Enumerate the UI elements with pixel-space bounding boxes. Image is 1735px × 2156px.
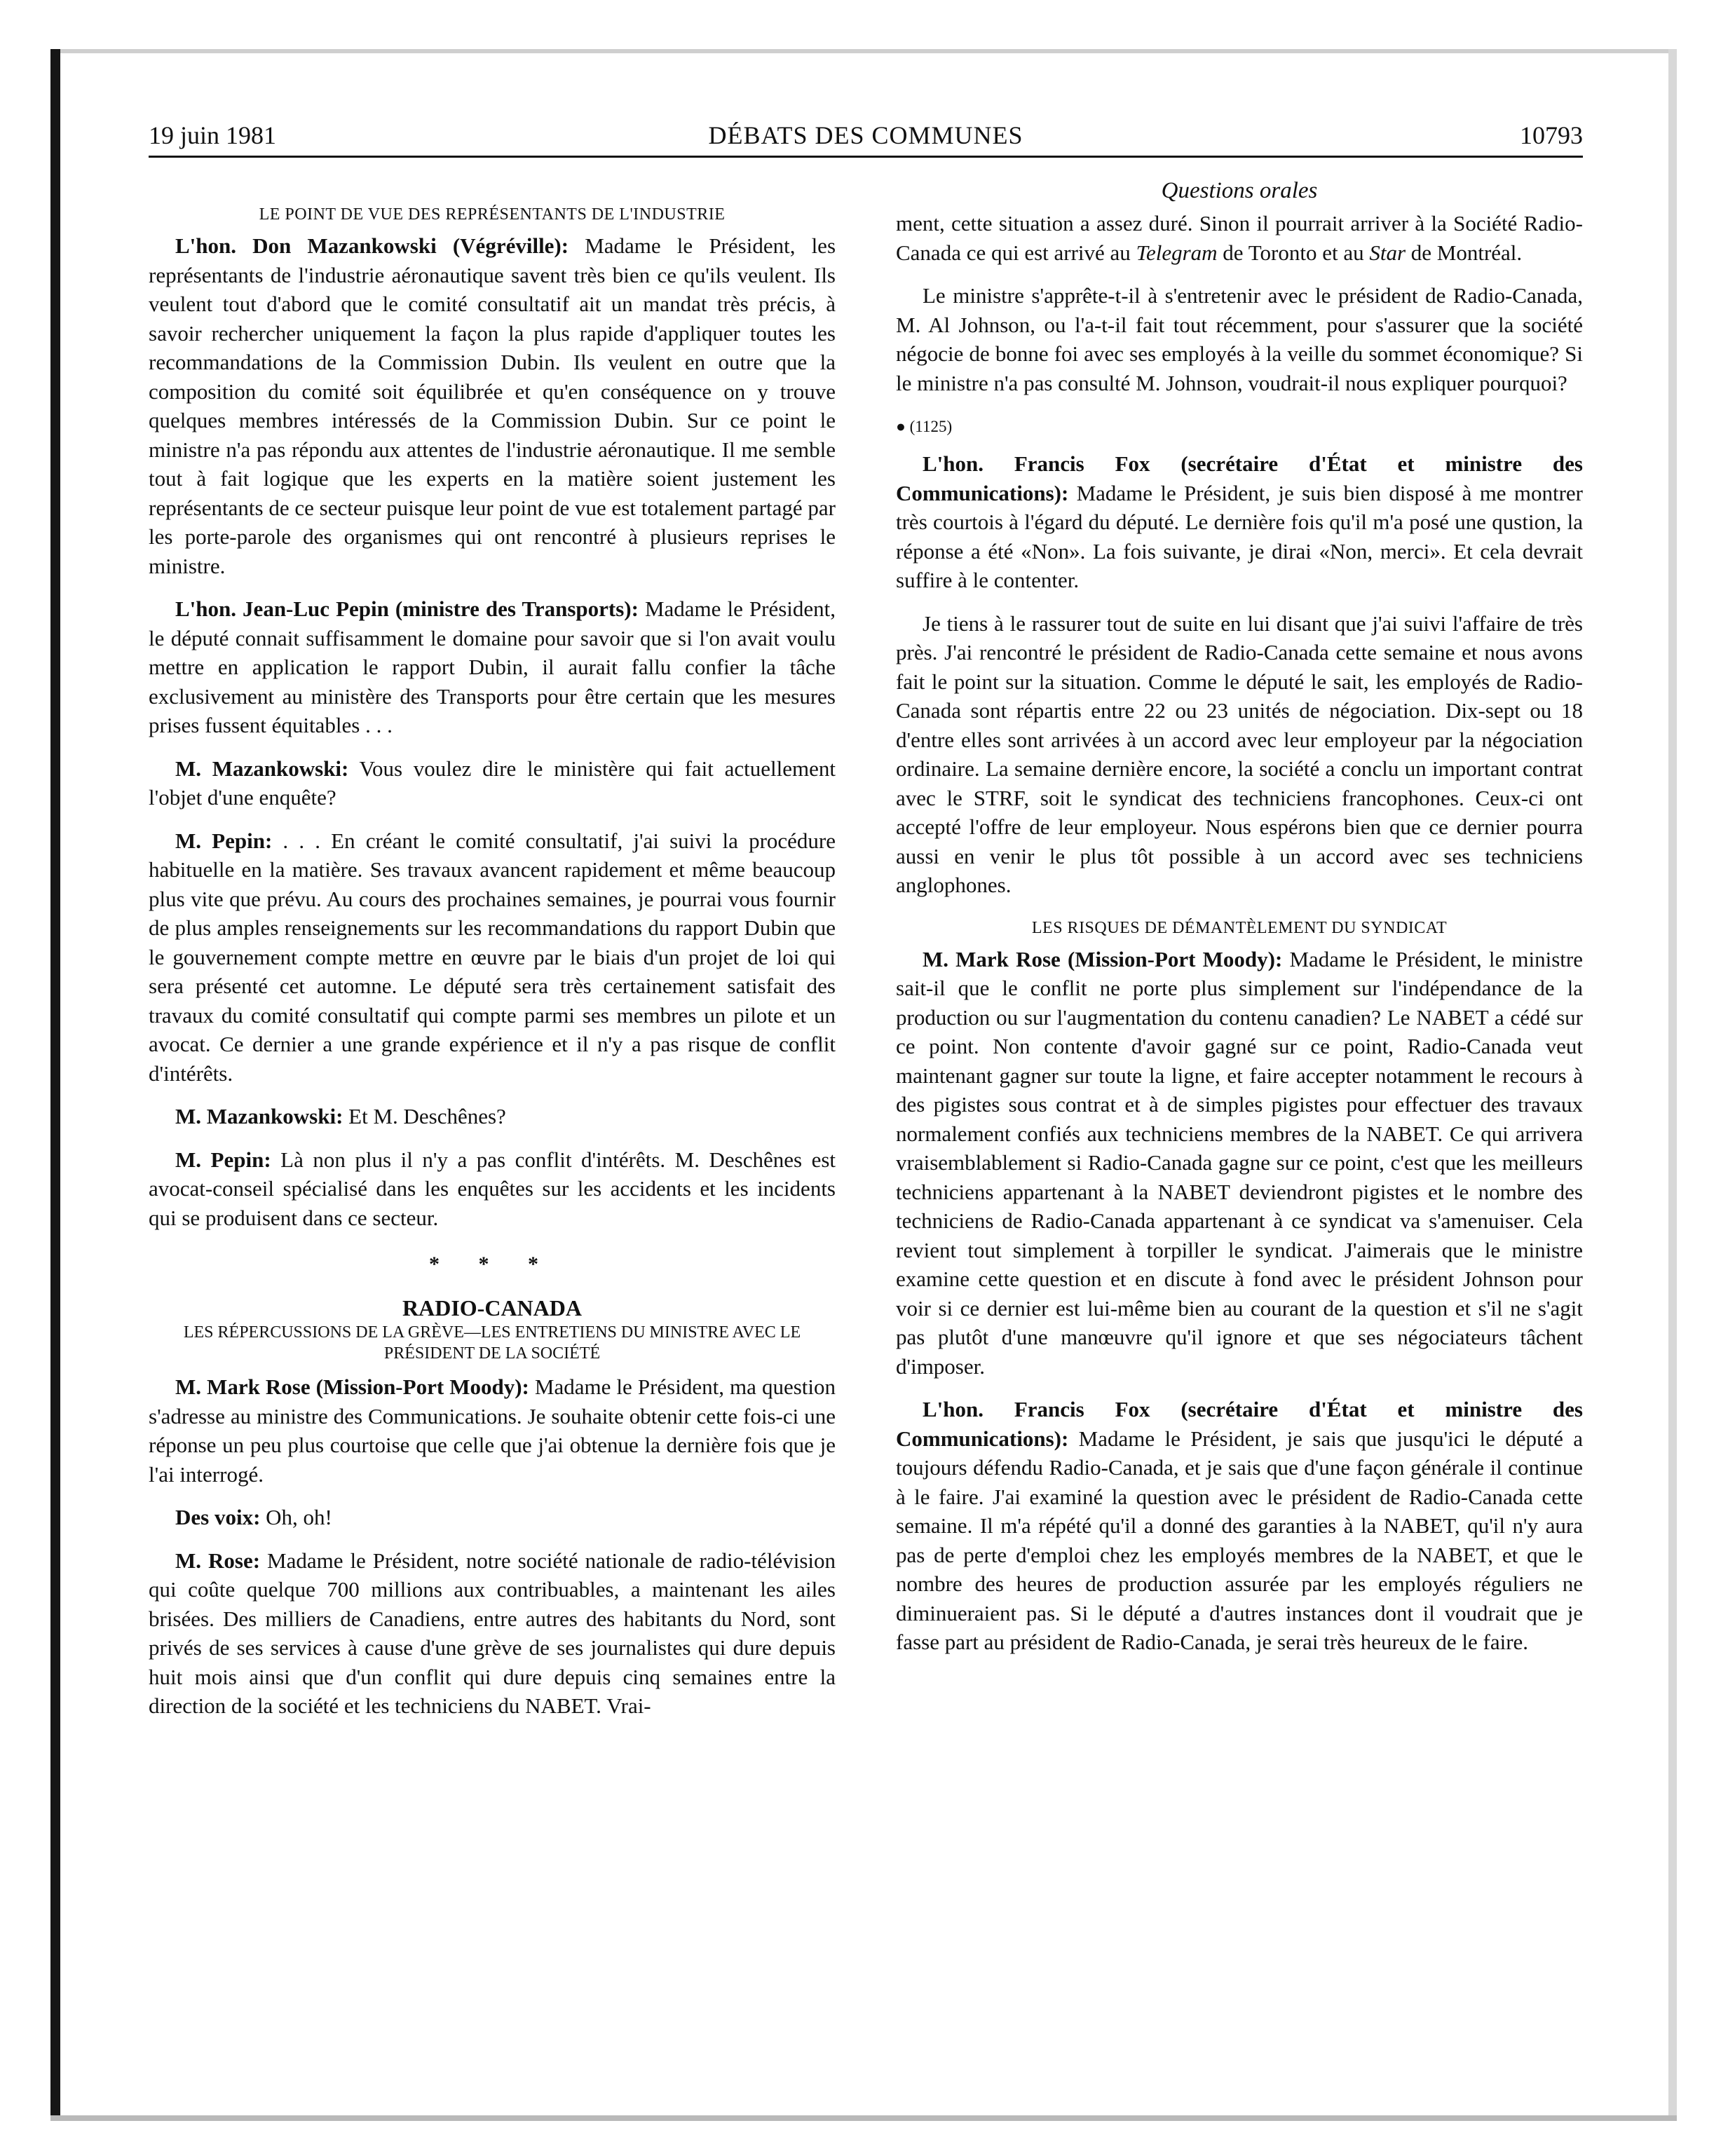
speaker-name: M. Mazankowski: <box>175 756 349 781</box>
paragraph-text: Oh, oh! <box>260 1505 332 1529</box>
section-heading-industry: LE POINT DE VUE DES REPRÉSENTANTS DE L'INDUSTRIE <box>259 205 726 224</box>
paragraph-rose-1 <box>149 1372 836 1489</box>
left-column <box>149 177 836 1721</box>
section-separator-stars: * * * <box>429 1253 555 1276</box>
scan-border-top <box>50 49 1677 53</box>
paragraph-rose-continued <box>896 209 1583 267</box>
paragraph-text: Madame le Président, ma question s'adresse au ministre des Communications. Je souhaite obtenir cette fois-ci une réponse un peu plus courtoise que celle que j'ai obtenue la dernière fois que je l'ai interrogé. <box>149 1374 836 1487</box>
column-header-questions: Questions orales <box>1161 178 1318 203</box>
paragraph-fox-3 <box>896 1395 1583 1657</box>
paragraph-text: Madame le Président, notre société nationale de radio-télévision qui coûte quelque 700 millions aux contribuables, a maintenant les ailes brisées. Des milliers de Canadiens, entre autres des habitants du Nord, sont privés de ses services à cause d'une grève de ses journalistes qui dure depuis huit mois ainsi que d'un conflit qui dure depuis cinq semaines entre la direction de la société et les techniciens du NABET. Vrai- <box>149 1548 836 1718</box>
paragraph-rose-2 <box>149 1546 836 1721</box>
paragraph-fox-1 <box>896 449 1583 595</box>
speaker-name: Des voix: <box>175 1505 261 1529</box>
header-title: DÉBATS DES COMMUNES <box>708 121 1023 149</box>
speaker-name: L'hon. Francis Fox (secrétaire d'État et ministre des Communications): <box>896 1397 1583 1451</box>
speaker-name: M. Mark Rose (Mission-Port Moody): <box>923 946 1283 971</box>
paragraph-text: Madame le Président, le député connait suffisamment le domaine pour savoir que si l'on avait voulu mettre en application le rapport Dubin, il aurait fallu confier la tâche exclusivement au ministère des Transports pour être certain que les mesures prises fussent équitables . . . <box>149 596 836 737</box>
scan-border-bottom <box>50 2115 1677 2121</box>
paragraph-text: Madame le Président, je suis bien disposé à me montrer très courtois à l'égard du député. Le dernière fois qu'il m'a posé une qustion, la réponse a été «Non». La fois suivante, je dirai «Non, merci». Et cela devrait suffire à le contenter. <box>896 480 1583 592</box>
paragraph-text: Madame le Président, je sais que jusqu'ici le député a toujours défendu Radio-Canada, et je sais que d'une façon générale il continue à le faire. J'ai examiné la question avec le président de Radio-Canada cette semaine. Il m'a répété qu'il a donné des garanties à la NABET, qu'il n'y aura pas de perte d'emploi chez les employés membres de la NABET, et que le nombre des heures de production assurée par les employés réguliers ne diminueraient pas. Si le député a d'autres instances dont il voudrait que je fasse part au président de Radio-Canada, je serai très heureux de le faire. <box>896 1426 1583 1654</box>
paragraph-rose-question: Le ministre s'apprête-t-il à s'entretenir avec le président de Radio-Canada, M. Al Johnson, ou l'a-t-il fait tout récemment, pour s'assurer que la société négocie de bonne foi avec ses employés à la veille du sommet économique? Si le ministre n'a pas consulté M. Johnson, voudrait-il nous expliquer pourquoi? <box>896 283 1583 395</box>
time-marker: ● (1125) <box>896 418 953 435</box>
section-heading-union: LES RISQUES DE DÉMANTÈLEMENT DU SYNDICAT <box>1031 918 1448 937</box>
paragraph-mazankowski-2 <box>149 754 836 812</box>
header-page-number: 10793 <box>1520 121 1583 149</box>
scan-border-right <box>1668 49 1677 2120</box>
paragraph-mazankowski-1 <box>149 231 836 580</box>
paragraph-text: de Toronto et au <box>1217 240 1370 265</box>
speaker-name: M. Pepin: <box>175 1147 271 1172</box>
paragraph-text: Madame le Président, les représentants de l'industrie aéronautique savent très bien ce qu'ils veulent. Ils veulent tout d'abord que le comité consultatif ait un mandat très précis, à savoir rechercher uniquement la façon la plus rapide d'appliquer toutes les recommandations de la Commission Dubin. Ils veulent en outre que la composition du comité soit équilibrée et qu'en conséquence on y trouve quelques membres intéressés de la Commission Dubin. Sur ce point le ministre n'a pas répondu aux attentes de l'industrie aéronautique. Il me semble tout à fait logique que les experts en la matière soient justement les représentants de ce secteur puisque leur point de vue est totalement partagé par les porte-parole des organismes qui ont rencontré à plusieurs reprises le ministre. <box>149 233 836 578</box>
document-page <box>149 119 1583 2089</box>
paragraph-fox-2: Je tiens à le rassurer tout de suite en lui disant que j'ai suivi l'affaire de très près. J'ai rencontré le président de Radio-Canada cette semaine et nous avons fait le point sur la situation. Comme le député le sait, les employés de Radio-Canada sont répartis entre 22 ou 23 unités de négociation. Dix-sept ou 18 d'entre elles sont arrivées à un accord avec leur employeur par la négociation ordinaire. La semaine dernière encore, la société a conclu un important contrat avec le STRF, soit le syndicat des techniciens francophones. Ceux-ci ont accepté l'offre de leur employeur. Nous espérons bien que ce dernier pourra aussi en venir le plus tôt possible à un accord avec ses techniciens anglophones. <box>896 610 1583 897</box>
right-column <box>896 177 1583 1657</box>
paragraph-pepin-3 <box>149 1145 836 1233</box>
speaker-name: L'hon. Jean-Luc Pepin (ministre des Transports): <box>175 596 639 621</box>
speaker-name: M. Mark Rose (Mission-Port Moody): <box>175 1374 529 1399</box>
header-date: 19 juin 1981 <box>149 121 277 149</box>
running-header <box>149 119 1583 158</box>
speaker-name: L'hon. Don Mazankowski (Végréville): <box>175 233 569 258</box>
paragraph-mazankowski-3 <box>149 1102 836 1131</box>
newspaper-name: Telegram <box>1136 240 1218 265</box>
newspaper-name: Star <box>1369 240 1406 265</box>
paragraph-rose-3 <box>896 945 1583 1381</box>
paragraph-pepin-2 <box>149 826 836 1089</box>
speaker-name: M. Rose: <box>175 1548 261 1573</box>
paragraph-text: Vous voulez dire le ministère qui fait actuellement l'objet d'une enquête? <box>149 756 836 810</box>
scan-border-left <box>50 49 60 2120</box>
speaker-name: L'hon. Francis Fox (secrétaire d'État et ministre des Communications): <box>896 451 1583 505</box>
paragraph-text: de Montréal. <box>1406 240 1523 265</box>
paragraph-text: Et M. Deschênes? <box>343 1104 506 1128</box>
subject-subheading: LES RÉPERCUSSIONS DE LA GRÈVE—LES ENTRETIENS DU MINISTRE AVEC LE PRÉSIDENT DE LA SOCIÉTÉ <box>183 1323 801 1363</box>
paragraph-text: Madame le Président, le ministre sait-il que le conflit ne porte plus simplement sur l'indépendance de la production ou sur l'augmentation du contenu canadien? Le NABET a cédé sur ce point. Non contente d'avoir gagné sur ce point, Radio-Canada veut maintenant gagner sur toute la ligne, et faire accepter notamment le recours à des pigistes sous contrat et à de simples pigistes pour effectuer des travaux normalement confiés aux techniciens membres de la NABET. Ce qui arrivera vraisemblablement si Radio-Canada gagne sur ce point, c'est que les meilleurs techniciens appartenant à la NABET deviendront pigistes et le nombre des techniciens de Radio-Canada appartenant à ce syndicat va s'amenuiser. Cela revient tout simplement à torpiller le syndicat. J'aimerais que le ministre examine cette question et en discute à fond avec le président Johnson pour voir si ce dernier est lui-même bien au courant de la question et s'il ne s'agit pas plutôt d'une manœuvre qu'il ignore et que ses négociateurs tâchent d'imposer. <box>896 946 1583 1379</box>
paragraph-voices <box>149 1503 836 1532</box>
paragraph-text: . . . En créant le comité consultatif, j'ai suivi la procédure habituelle en la matière. Ses travaux avancent rapidement et même beaucoup plus vite que prévu. Au cours des prochaines semaines, je pourrai vous fournir de plus amples renseignements sur les recommandations du rapport Dubin que le gouvernement compte mettre en œuvre par le biais d'un projet de loi qui sera présenté cet automne. Le député sera très certainement satisfait des travaux du comité consultatif qui compte parmi ses membres un pilote et un avocat. Ce dernier a une grande expérience et il n'y a pas risque de conflit d'intérêts. <box>149 828 836 1086</box>
subject-title: RADIO-CANADA <box>402 1295 582 1321</box>
speaker-name: M. Mazankowski: <box>175 1104 343 1128</box>
speaker-name: M. Pepin: <box>175 828 273 853</box>
paragraph-text: ment, cette situation a assez duré. Sinon il pourrait arriver à la Société Radio-Canada ce qui est arrivé au <box>896 211 1583 265</box>
paragraph-pepin-1 <box>149 594 836 740</box>
paragraph-text: Là non plus il n'y a pas conflit d'intérêts. M. Deschênes est avocat-conseil spécialisé dans les enquêtes sur les accidents et les incidents qui se produisent dans ce secteur. <box>149 1147 836 1230</box>
